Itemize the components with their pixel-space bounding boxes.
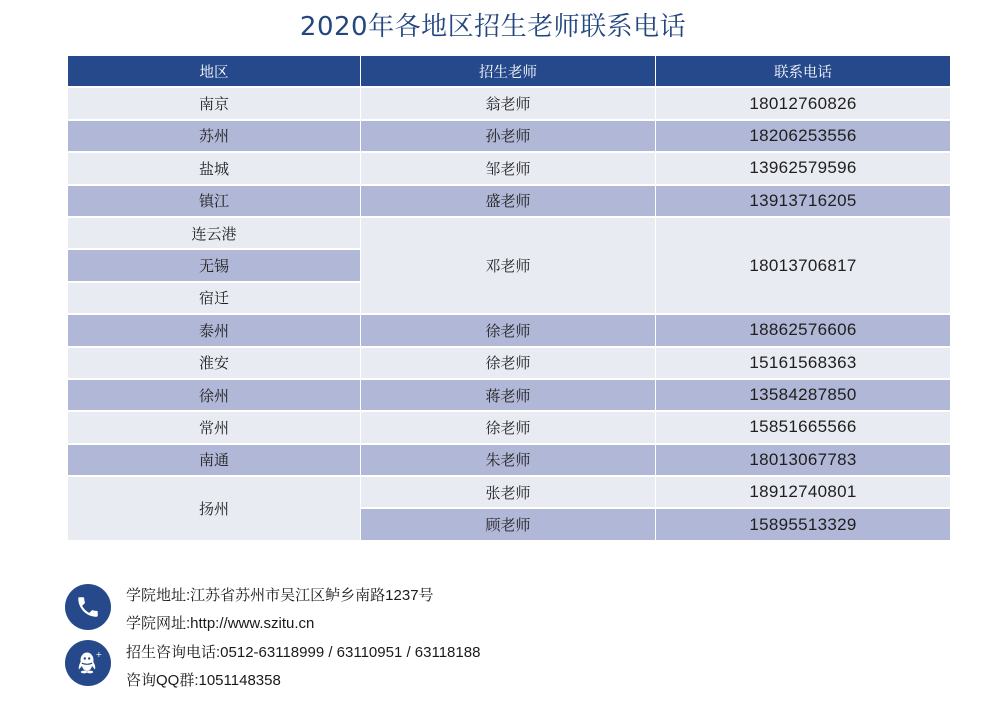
teacher-cell: 蒋老师	[361, 380, 655, 410]
region-cell: 扬州	[68, 477, 360, 540]
region-cell: 常州	[68, 412, 360, 442]
teacher-cell: 徐老师	[361, 315, 655, 345]
website-link[interactable]: 学院网址:http://www.szitu.cn	[126, 615, 315, 632]
region-cell: 南京	[68, 88, 360, 118]
teacher-cell: 邹老师	[361, 153, 655, 183]
region-cell: 镇江	[68, 186, 360, 216]
phone-cell: 18013067783	[656, 445, 950, 475]
phone-cell: 15895513329	[656, 509, 950, 539]
region-cell: 盐城	[68, 153, 360, 183]
address-text: 学院地址:江苏省苏州市吴江区鲈乡南路1237号	[126, 587, 434, 604]
qq-icon	[65, 640, 111, 686]
region-cell: 泰州	[68, 315, 360, 345]
phone-cell: 13913716205	[656, 186, 950, 216]
teacher-cell: 徐老师	[361, 412, 655, 442]
phone-cell: 18206253556	[656, 121, 950, 151]
phone-cell: 15851665566	[656, 412, 950, 442]
hotline-text: 招生咨询电话:0512-63118999 / 63110951 / 63118188	[126, 644, 481, 661]
header-phone: 联系电话	[656, 56, 950, 86]
phone-icon	[65, 584, 111, 630]
phone-cell: 18012760826	[656, 88, 950, 118]
teacher-cell: 翁老师	[361, 88, 655, 118]
phone-cell: 13584287850	[656, 380, 950, 410]
teacher-cell: 张老师	[361, 477, 655, 507]
region-cell: 苏州	[68, 121, 360, 151]
region-cell: 徐州	[68, 380, 360, 410]
phone-cell: 18912740801	[656, 477, 950, 507]
region-cell: 南通	[68, 445, 360, 475]
svg-text:+: +	[95, 650, 103, 659]
region-cell: 无锡	[68, 250, 360, 280]
page-title: 2020年各地区招生老师联系电话	[299, 12, 687, 42]
region-cell: 连云港	[68, 218, 360, 248]
phone-cell: 18013706817	[656, 218, 950, 313]
phone-cell: 15161568363	[656, 348, 950, 378]
phone-cell: 13962579596	[656, 153, 950, 183]
teacher-cell: 徐老师	[361, 348, 655, 378]
qq-group-text: 咨询QQ群:1051148358	[126, 672, 281, 689]
teacher-cell: 顾老师	[361, 509, 655, 539]
phone-cell: 18862576606	[656, 315, 950, 345]
region-cell: 淮安	[68, 348, 360, 378]
teacher-cell: 孙老师	[361, 121, 655, 151]
teacher-cell: 邓老师	[361, 218, 655, 313]
region-cell: 宿迁	[68, 283, 360, 313]
contact-table	[68, 56, 950, 542]
header-region: 地区	[68, 56, 360, 86]
teacher-cell: 盛老师	[361, 186, 655, 216]
header-teacher: 招生老师	[361, 56, 655, 86]
teacher-cell: 朱老师	[361, 445, 655, 475]
